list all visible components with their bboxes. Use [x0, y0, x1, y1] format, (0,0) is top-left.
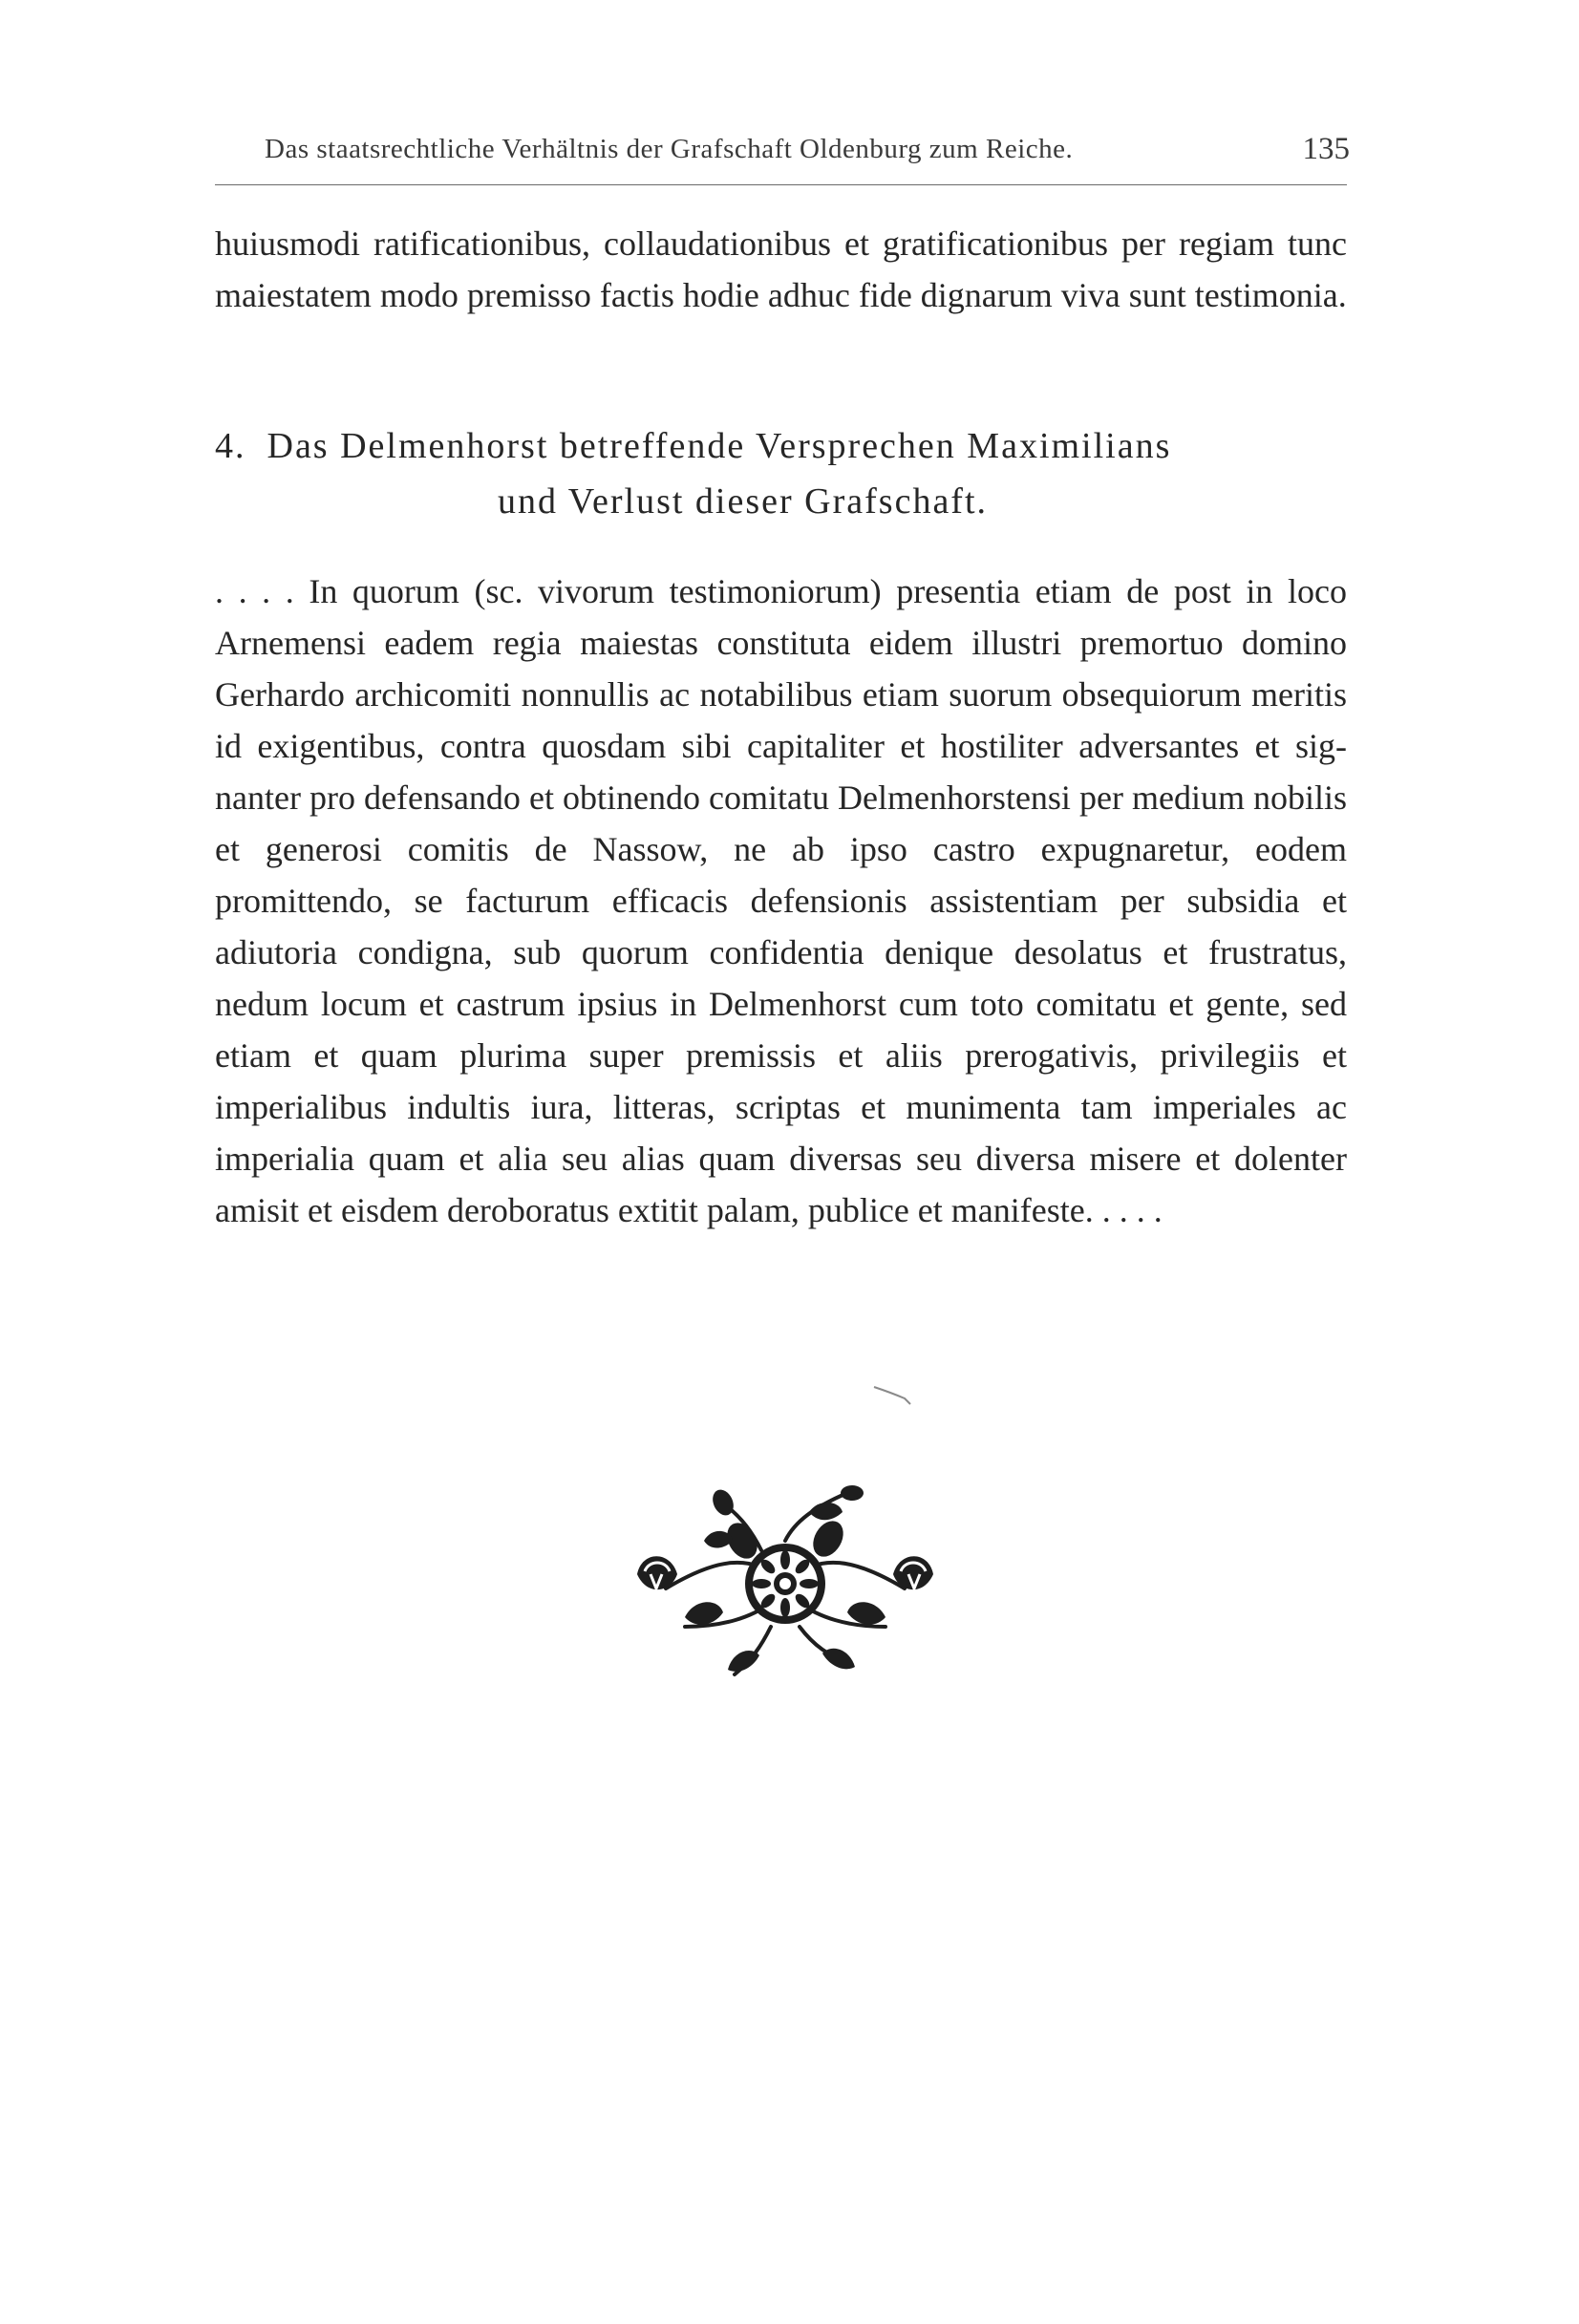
main-paragraph	[215, 565, 1347, 1236]
running-head	[215, 134, 1350, 183]
page-number: 135	[1302, 132, 1350, 166]
section-heading-line2: und Verlust dieser Grafschaft.	[497, 481, 989, 522]
floral-vignette-icon	[628, 1483, 943, 1684]
main-paragraph-text: . . . . In quorum (sc. vivorum testimoniorum) presentia etiam de post in loco Arnemensi eadem regia maiestas constituta eidem illustri premortuo domino Gerhardo archicomiti nonnullis ac notabilibus etiam suorum obsequiorum meritis id exigentibus, contra quosdam sibi capitaliter et hostiliter adversantes et signanter pro defensando et obtinendo comitatu Delmenhorstensi per medium nobilis et generosi comitis de Nassow, ne ab ipso castro expugnaretur, eodem promittendo, se facturum efficacis defensionis assistentiam per subsidia et adiutoria condigna, sub quorum confidentia denique desolatus et frustratus, nedum locum et castrum ipsius in Delmenhorst cum toto comitatu et gente, sed etiam et quam plurima super premissis et aliis prerogativis, privilegiis et imperialibus indultis iura, litteras, scriptas et munimenta tam imperiales ac imperialia quam et alia seu alias quam diversas seu diversa misere et dolenter amisit et eisdem deroboratus extitit palam, publice et manifeste. . . . .	[215, 572, 1347, 1229]
header-rule	[215, 184, 1347, 185]
section-heading-line1-text: Das Delmenhorst betreffende Versprechen Maximilians	[267, 426, 1172, 466]
stray-ink-mark	[872, 1383, 920, 1406]
section-heading	[215, 418, 1347, 529]
lead-paragraph-text: huiusmodi ratificationibus, collaudationibus et gratificationibus per regiam tunc maiestatem modo premisso factis hodie adhuc fide dignarum viva sunt testimonia.	[215, 224, 1347, 314]
lead-paragraph	[215, 218, 1347, 321]
running-title: Das staatsrechtliche Verhältnis der Grafschaft Oldenburg zum Reiche.	[265, 134, 1074, 164]
section-number: 4.	[215, 426, 246, 466]
section-heading-line1	[215, 418, 1347, 474]
